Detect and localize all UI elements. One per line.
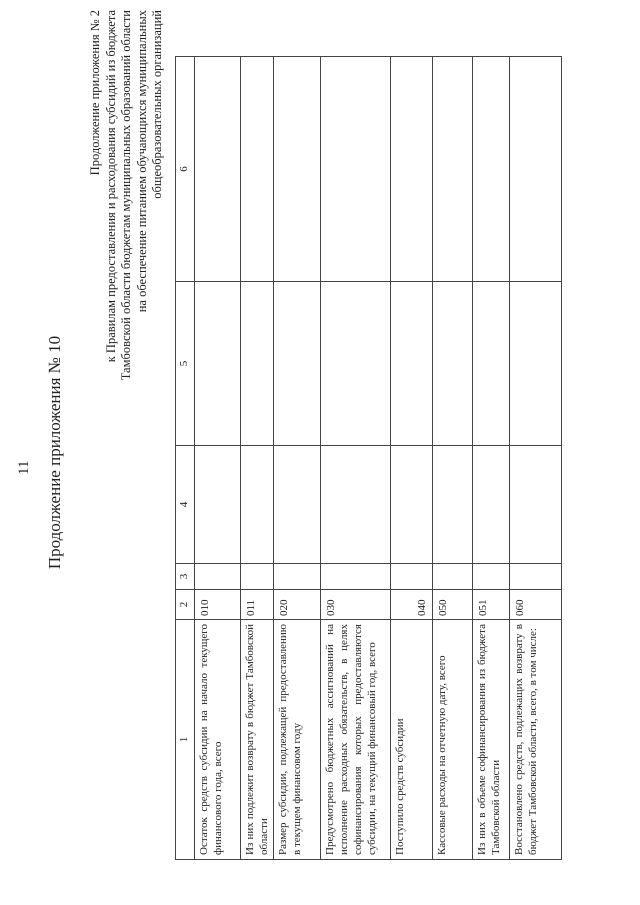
table-cell bbox=[473, 446, 510, 564]
row-code: 011 bbox=[241, 590, 274, 620]
table-cell bbox=[195, 564, 241, 590]
column-header: 6 bbox=[176, 57, 195, 282]
table-row bbox=[274, 57, 321, 860]
subtitle-line: Продолжение приложения № 2 bbox=[88, 10, 102, 176]
appendix-subtitle bbox=[88, 10, 166, 610]
table-cell bbox=[433, 564, 473, 590]
table-cell bbox=[473, 57, 510, 282]
subtitle-line: Тамбовской области бюджетам муниципальных образований области bbox=[119, 10, 133, 381]
table-cell bbox=[510, 564, 562, 590]
row-label: Поступило средств субсидии bbox=[391, 620, 433, 860]
row-code: 051 bbox=[473, 590, 510, 620]
table-cell bbox=[473, 282, 510, 446]
row-code: 010 bbox=[195, 590, 241, 620]
table-row bbox=[510, 57, 562, 860]
row-code: 060 bbox=[510, 590, 562, 620]
table-cell bbox=[274, 446, 321, 564]
row-code: 030 bbox=[321, 590, 391, 620]
table-cell bbox=[510, 282, 562, 446]
column-header: 2 bbox=[176, 590, 195, 620]
table-cell bbox=[321, 446, 391, 564]
table-cell bbox=[391, 446, 433, 564]
table-row bbox=[433, 57, 473, 860]
subtitle-line: на обеспечение питанием обучающихся муниципальных bbox=[134, 10, 149, 313]
table-cell bbox=[274, 57, 321, 282]
table-cell bbox=[510, 57, 562, 282]
table-cell bbox=[433, 446, 473, 564]
column-header: 3 bbox=[176, 564, 195, 590]
row-label: Предусмотрено бюджетных ассигнований на исполнение расходных обязательств, в целях софинансирования которых предоставляются субсидии, на текущий финансовый год, всего bbox=[321, 620, 391, 860]
row-label: Восстановлено средств, подлежащих возврату в бюджет Тамбовской области, всего, в том числе: bbox=[510, 620, 562, 860]
table-row bbox=[195, 57, 241, 860]
table-cell bbox=[274, 282, 321, 446]
row-label: Размер субсидии, подлежащей предоставлению в текущем финансовом году bbox=[274, 620, 321, 860]
row-code: 040 bbox=[391, 590, 433, 620]
row-label: Из них подлежит возврату в бюджет Тамбовской области bbox=[241, 620, 274, 860]
table-cell bbox=[321, 282, 391, 446]
table-cell bbox=[510, 446, 562, 564]
table-cell bbox=[433, 57, 473, 282]
table-cell bbox=[195, 57, 241, 282]
table-cell bbox=[321, 57, 391, 282]
table-header-row bbox=[176, 57, 195, 860]
subtitle-line: общеобразовательных организаций bbox=[150, 10, 164, 199]
table-cell bbox=[241, 282, 274, 446]
row-code: 020 bbox=[274, 590, 321, 620]
table-cell bbox=[241, 446, 274, 564]
page-number: 11 bbox=[16, 460, 32, 475]
table-cell bbox=[274, 564, 321, 590]
table-cell bbox=[195, 282, 241, 446]
table-cell bbox=[241, 564, 274, 590]
table-cell bbox=[391, 564, 433, 590]
table-cell bbox=[473, 564, 510, 590]
table-cell bbox=[321, 564, 391, 590]
row-label: Остаток средств субсидии на начало текущего финансового года, всего bbox=[195, 620, 241, 860]
row-code: 050 bbox=[433, 590, 473, 620]
column-header: 4 bbox=[176, 446, 195, 564]
table-row bbox=[321, 57, 391, 860]
row-label: Из них в объеме софинансирования из бюджета Тамбовской области bbox=[473, 620, 510, 860]
subtitle-line: к Правилам предоставления и расходования субсидий из бюджета bbox=[103, 10, 118, 363]
column-header: 5 bbox=[176, 282, 195, 446]
row-label: Кассовые расходы на отчетную дату, всего bbox=[433, 620, 473, 860]
table-cell bbox=[391, 282, 433, 446]
table-cell bbox=[433, 282, 473, 446]
table-row bbox=[241, 57, 274, 860]
table-cell bbox=[391, 57, 433, 282]
appendix-heading: Продолжение приложения № 10 bbox=[45, 335, 64, 570]
table-row bbox=[473, 57, 510, 860]
subsidy-report-table bbox=[175, 56, 562, 860]
table-row bbox=[391, 57, 433, 860]
table-cell bbox=[241, 57, 274, 282]
column-header: 1 bbox=[176, 620, 195, 860]
table-cell bbox=[195, 446, 241, 564]
